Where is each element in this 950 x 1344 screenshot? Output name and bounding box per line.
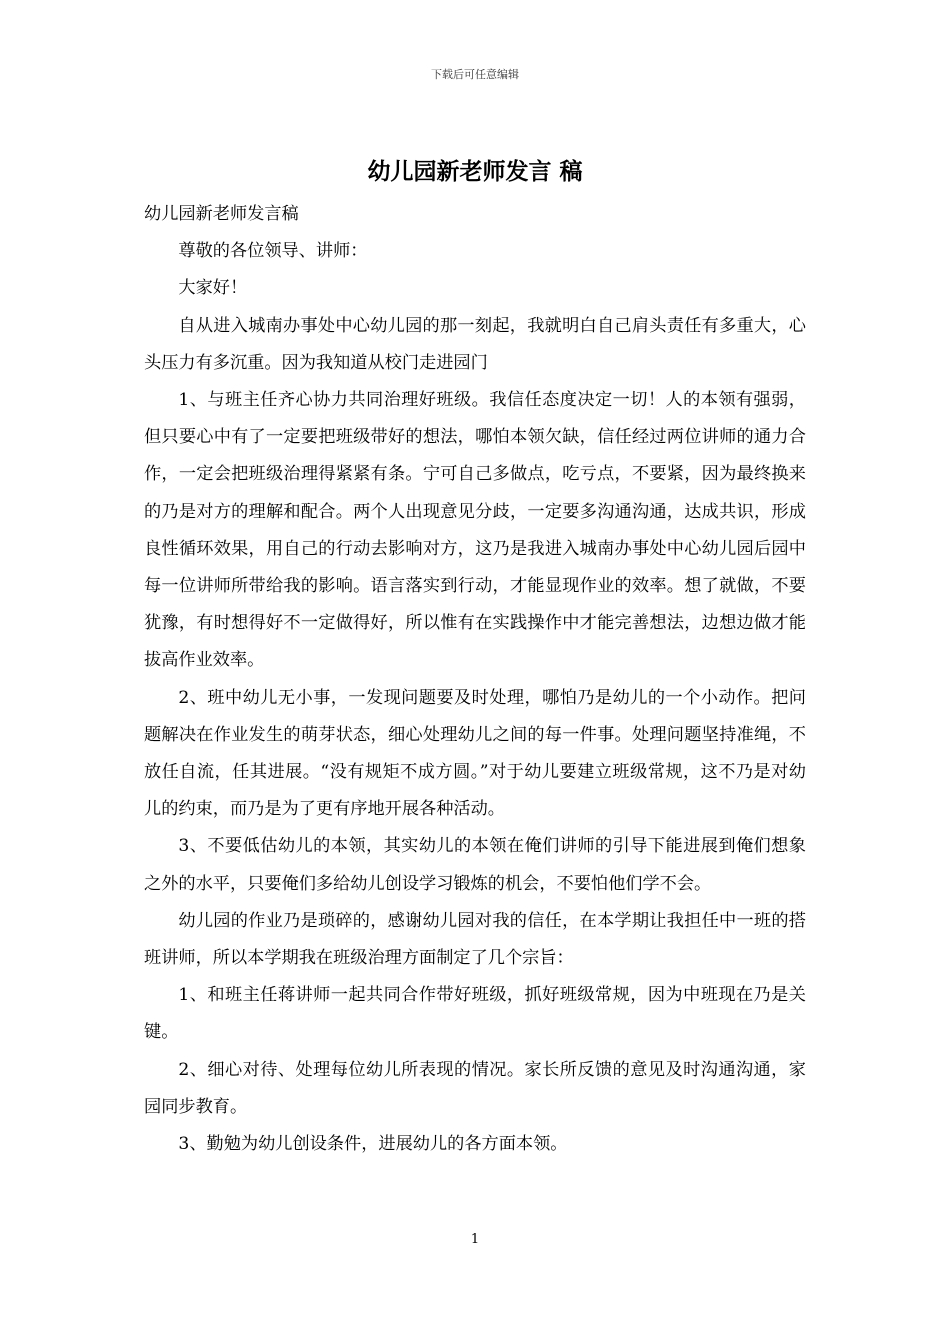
page-header: 下载后可任意编辑 [431, 68, 519, 81]
page-number: 1 [470, 1232, 480, 1247]
paragraph-subtitle: 幼儿园新老师发言稿 [144, 204, 299, 224]
paragraph-aim-2: 2、细心对待、处理每位幼儿所表现的情况。家长所反馈的意见及时沟通沟通，家园同步教育。 [144, 1059, 806, 1117]
paragraph-salutation: 尊敬的各位领导、讲师： [178, 241, 368, 262]
paragraph-work: 幼儿园的作业乃是琐碎的，感谢幼儿园对我的信任，在本学期让我担任中一班的搭班讲师，所以本学期我在班级治理方面制定了几个宗旨： [144, 910, 806, 969]
paragraph-point-2: 2、班中幼儿无小事，一发现问题要及时处理，哪怕乃是幼儿的一个小动作。把问题解决在作业发生的萌芽状态，细心处理幼儿之间的每一件事。处理问题坚持准绳，不放任自流，任其进展。“没有规矩不成方圆。”对于幼儿要建立班级常规，这不乃是对幼儿的约束，而乃是为了更有序地开展各种活动。 [144, 687, 806, 820]
paragraph-point-3: 3、不要低估幼儿的本领，其实幼儿的本领在俺们讲师的引导下能进展到俺们想象之外的水平，只要俺们多给幼儿创设学习锻炼的机会，不要怕他们学不会。 [144, 836, 806, 894]
document-body [144, 196, 806, 1163]
document-title: 幼儿园新老师发言 稿 [367, 159, 583, 185]
paragraph-aim-3: 3、勤勉为幼儿创设条件，进展幼儿的各方面本领。 [178, 1134, 568, 1155]
paragraph-point-1: 1、与班主任齐心协力共同治理好班级。我信任态度决定一切！人的本领有强弱，但只要心中有了一定要把班级带好的想法，哪怕本领欠缺，信任经过两位讲师的通力合作，一定会把班级治理得紧紧有条。宁可自己多做点，吃亏点，不要紧，因为最终换来的乃是对方的理解和配合。两个人出现意见分歧，一定要多沟通沟通，达成共识，形成良性循环效果，用自己的行动去影响对方，这乃是我进入城南办事处中心幼儿园后园中每一位讲师所带给我的影响。语言落实到行动，才能显现作业的效率。想了就做，不要犹豫，有时想得好不一定做得好，所以惟有在实践操作中才能完善想法，边想边做才能拔高作业效率。 [144, 390, 806, 671]
paragraph-intro: 自从进入城南办事处中心幼儿园的那一刻起，我就明白自己肩头责任有多重大，心头压力有多沉重。因为我知道从校门走进园门 [144, 315, 806, 373]
paragraph-greeting: 大家好！ [178, 278, 248, 299]
paragraph-aim-1: 1、和班主任蒋讲师一起共同合作带好班级，抓好班级常规，因为中班现在乃是关键。 [144, 985, 806, 1043]
